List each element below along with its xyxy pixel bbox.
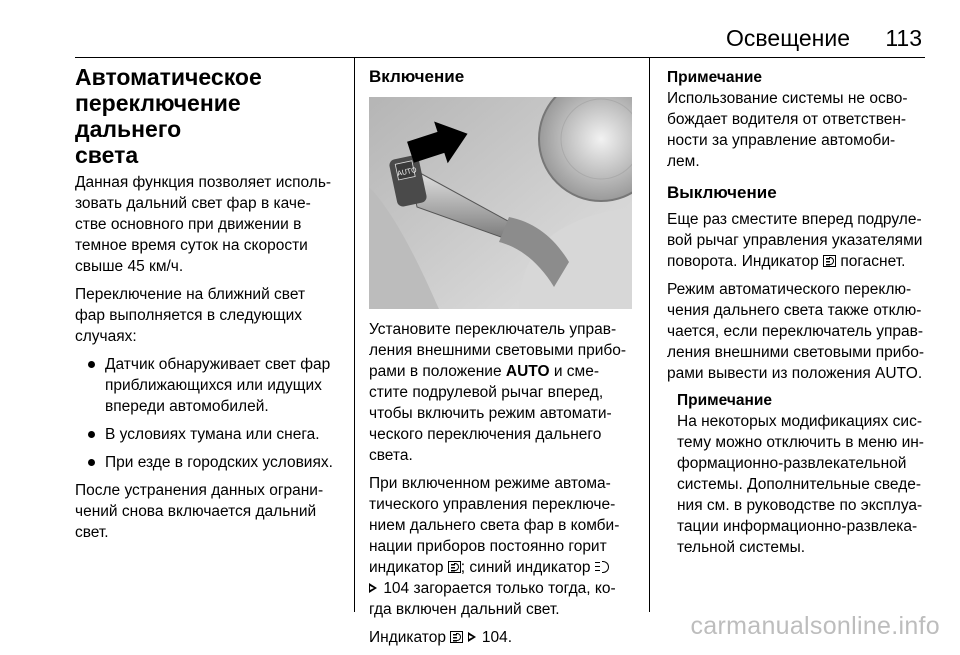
- reference-arrow-icon: [369, 583, 377, 593]
- high-beam-assist-indicator-icon: [450, 631, 463, 643]
- deactivation-heading: Выключение: [667, 183, 777, 202]
- high-beam-assist-indicator-icon: [448, 561, 461, 573]
- note-title: Примечание: [667, 69, 762, 86]
- intro-paragraph: Данная функция позволяет исполь- зовать дальний свет фар в каче- стве основного при движении в темное время суток на скорости свыше 45 км/ч.: [75, 174, 332, 275]
- page-header: [0, 0, 960, 58]
- lever-illustration: [369, 97, 632, 309]
- high-beam-assist-indicator-icon: [823, 255, 836, 267]
- auto-label: AUTO: [505, 363, 550, 380]
- section-title: Освещение: [726, 25, 850, 51]
- bullet-icon: [88, 431, 95, 438]
- note-body: Использование системы не осво- бождает водителя от ответствен- ности за управление автомоби- лем.: [667, 90, 908, 170]
- switch-conditions-paragraph: Переключение на ближний свет фар выполняется в следующих случаях:: [75, 286, 306, 345]
- note-title: Примечание: [677, 392, 772, 409]
- note-body: На некоторых модификациях сис- тему можно отключить в меню ин- формационно-развлекательной системы. Дополнительные сведе- ния см. в руководстве по эксплуа- тации информационно-развлека- тельной системы.: [677, 413, 924, 556]
- column-deactivation: [667, 60, 930, 566]
- page-number: 113: [885, 25, 922, 51]
- column-divider-left: [354, 58, 355, 612]
- indicator-paragraph: При включенном режиме автома- тического управления переключе- нием дальнего света фар в комби- нации приборов постоянно горит индикатор ; синий индикатор 104 загорается только тогда, ко- гда включен дальний свет.: [369, 475, 620, 618]
- note-block: [677, 391, 930, 558]
- page-reference-link[interactable]: 104: [481, 629, 508, 646]
- high-beam-indicator-icon: [595, 561, 609, 573]
- bullet-icon: [88, 361, 95, 368]
- indicator-reference-paragraph: Индикатор 104.: [369, 629, 513, 646]
- header-rule: [75, 57, 925, 58]
- list-item: Датчик обнаруживает свет фар приближающихся или идущих впереди автомобилей.: [75, 354, 347, 417]
- list-item: В условиях тумана или снега.: [75, 424, 347, 445]
- auto-off-paragraph: Режим автоматического переклю- чения дальнего света также отклю- чается, если переключатель управ- ления внешними световыми прибо- рами вывести из положения AUTO.: [667, 281, 925, 382]
- activation-heading: Включение: [369, 67, 465, 86]
- column-automatic-high-beam: [75, 60, 347, 550]
- page-reference-link[interactable]: 104: [383, 580, 410, 597]
- section-heading: Автоматическое переключение дальнего света: [75, 64, 262, 168]
- lever-photo: [369, 97, 632, 309]
- list-item: При езде в городских условиях.: [75, 452, 347, 473]
- restore-paragraph: После устранения данных ограни- чений снова включается дальний свет.: [75, 482, 324, 541]
- activation-paragraph: Установите переключатель управ- ления внешними световыми прибо- рами в положение AUTO и сме- стите подрулевой рычаг вперед, чтобы включить режим автомати- ческого переключения дальнего света.: [369, 321, 627, 464]
- lever-auto-label: AUTO: [396, 166, 418, 178]
- deactivation-paragraph: Еще раз сместите вперед подруле- вой рычаг управления указателями поворота. Индикатор погаснет.: [667, 211, 923, 270]
- column-divider-right: [649, 58, 650, 612]
- reference-arrow-icon: [468, 632, 476, 642]
- watermark: carmanualsonline.info: [690, 612, 940, 640]
- bullet-icon: [88, 459, 95, 466]
- conditions-list: [75, 354, 347, 473]
- column-activation: [369, 60, 634, 655]
